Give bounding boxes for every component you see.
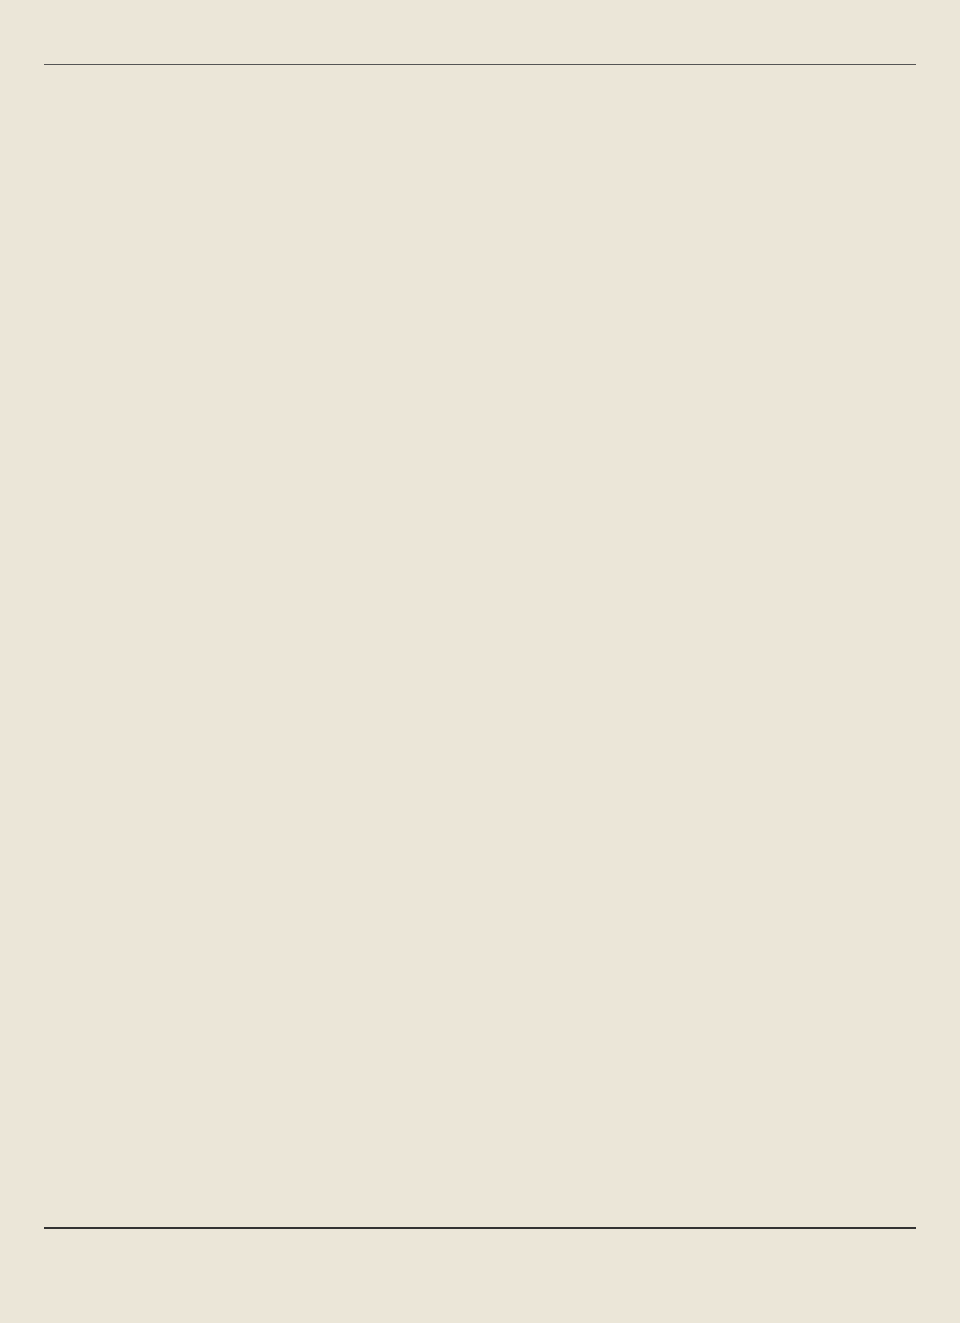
advertisement — [44, 1227, 916, 1299]
column-1 — [44, 75, 320, 1205]
article-columns — [44, 75, 916, 1205]
page-header — [44, 40, 916, 65]
column-3 — [640, 75, 916, 1205]
column-2 — [342, 75, 618, 1205]
